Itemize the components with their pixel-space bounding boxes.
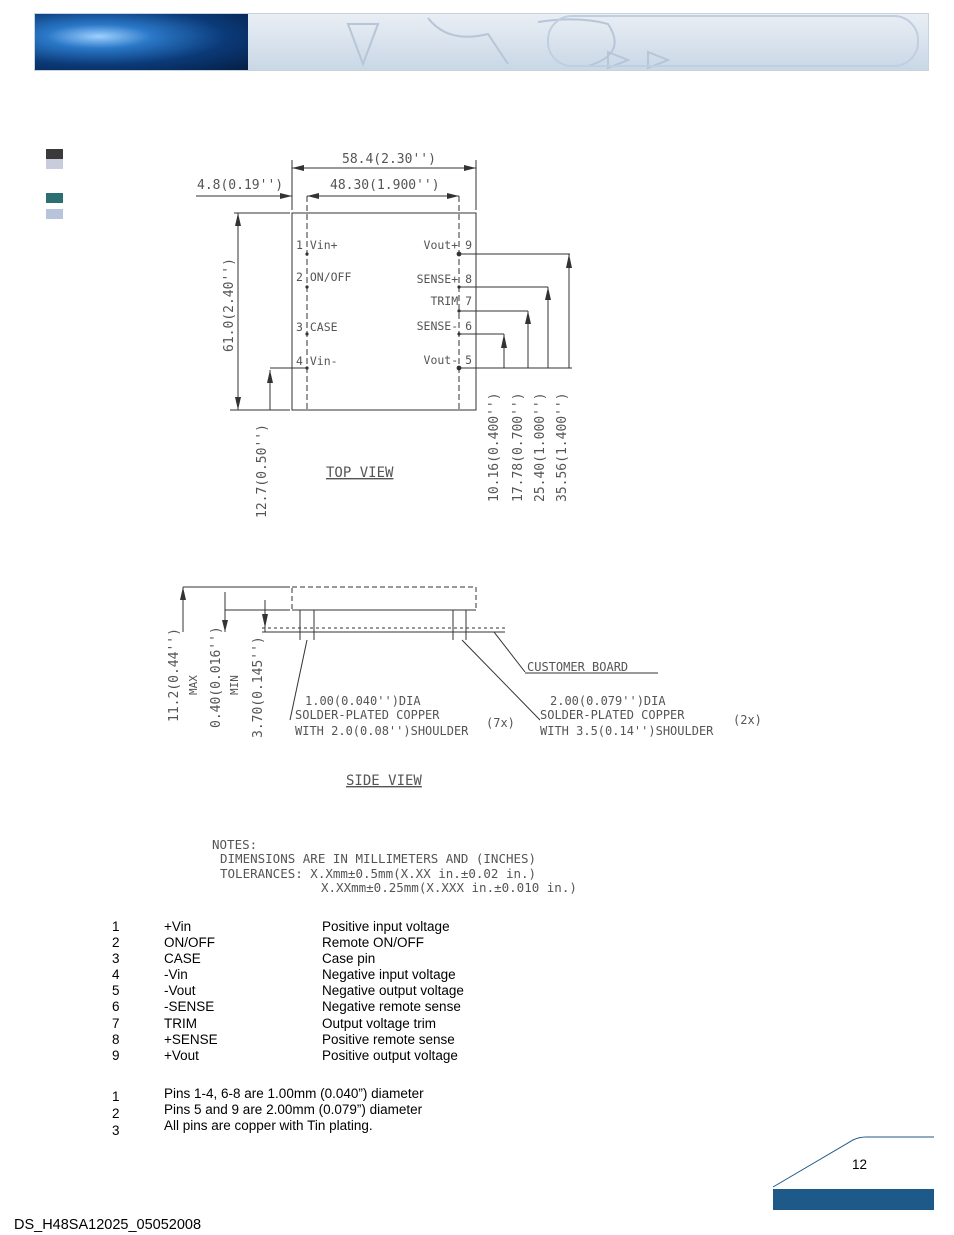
pin-num: 2 (112, 935, 120, 950)
note-num: 1 (112, 1089, 120, 1104)
pin-name: CASE (164, 951, 201, 966)
pin-num: 9 (112, 1048, 120, 1063)
side-h2: 0.40(0.016'') (209, 626, 224, 728)
document-code: DS_H48SA12025_05052008 (14, 1217, 202, 1233)
pin-name: TRIM (164, 1016, 197, 1031)
pin-function: Negative input voltage (322, 967, 456, 982)
pin-num: 5 (112, 983, 120, 998)
side-h2b: MIN (228, 675, 241, 695)
note-num: 2 (112, 1106, 120, 1121)
page-number: 12 (852, 1157, 868, 1172)
pin-function: Positive input voltage (322, 919, 450, 934)
pin-name: -SENSE (164, 999, 215, 1014)
pin-name: +SENSE (164, 1032, 218, 1047)
pin-label-9: Vout+ 9 (423, 238, 472, 252)
dim-height: 61.0(2.40'') (222, 258, 237, 352)
pin-function: Case pin (322, 951, 376, 966)
notes-line-2: TOLERANCES: X.Xmm±0.5mm(X.XX in.±0.02 in.) (220, 866, 537, 881)
dim-top-pins: 48.30(1.900'') (330, 178, 440, 193)
pin-name: -Vout (164, 983, 196, 998)
small-pin-qty: (7x) (486, 716, 515, 730)
pin-function: Negative remote sense (322, 999, 461, 1014)
small-pin-line-1: 1.00(0.040'')DIA (305, 694, 421, 708)
pin-num: 7 (112, 1016, 120, 1031)
pin-num: 4 (112, 967, 120, 982)
pin-label-7: TRIM 7 (430, 294, 472, 308)
side-h1b: MAX (187, 675, 200, 695)
side-h1: 11.2(0.44'') (167, 628, 182, 722)
note-num: 3 (112, 1123, 120, 1138)
pin-function: Output voltage trim (322, 1016, 437, 1031)
pin-label-8: SENSE+ 8 (416, 272, 472, 286)
pin-function: Positive remote sense (322, 1032, 455, 1047)
large-pin-line-1: 2.00(0.079'')DIA (550, 694, 666, 708)
dim-r3: 25.40(1.000'') (533, 392, 548, 502)
dim-r2: 17.78(0.700'') (511, 392, 526, 502)
pin-label-3: 3 CASE (296, 320, 338, 334)
pin-label-5: Vout- 5 (423, 353, 472, 367)
pin-name: ON/OFF (164, 935, 215, 950)
pin-num: 1 (112, 919, 120, 934)
notes-line-3: X.XXmm±0.25mm(X.XXX in.±0.010 in.) (321, 880, 577, 895)
pin-num: 6 (112, 999, 120, 1014)
dim-bottom: 12.7(0.50'') (255, 424, 270, 518)
pin-function: Remote ON/OFF (322, 935, 425, 950)
pin-label-2: 2 ON/OFF (296, 270, 352, 284)
dim-r4: 35.56(1.400'') (555, 392, 570, 502)
note-text: Pins 5 and 9 are 2.00mm (0.079”) diameter (164, 1102, 423, 1117)
small-pin-line-3: WITH 2.0(0.08'')SHOULDER (295, 724, 469, 738)
pin-name: -Vin (164, 967, 188, 982)
dim-top-offset: 4.8(0.19'') (197, 178, 284, 193)
side-h3: 3.70(0.145'') (251, 636, 266, 738)
pin-label-4: 4 Vin- (296, 354, 338, 368)
notes-heading: NOTES: (212, 837, 258, 852)
pin-num: 3 (112, 951, 120, 966)
customer-board-label: CUSTOMER BOARD (527, 660, 629, 674)
pin-name: +Vin (164, 919, 192, 934)
small-pin-line-2: SOLDER-PLATED COPPER (295, 708, 440, 722)
pin-label-1: 1 Vin+ (296, 238, 338, 252)
footer-corner-decoration (771, 1135, 936, 1211)
side-view-label: SIDE VIEW (346, 773, 422, 789)
pin-label-6: SENSE- 6 (416, 319, 472, 333)
large-pin-line-3: WITH 3.5(0.14'')SHOULDER (540, 724, 714, 738)
large-pin-qty: (2x) (733, 713, 762, 727)
dim-top-total: 58.4(2.30'') (342, 152, 436, 167)
large-pin-line-2: SOLDER-PLATED COPPER (540, 708, 685, 722)
dim-r1: 10.16(0.400'') (487, 392, 502, 502)
pin-num: 8 (112, 1032, 120, 1047)
notes-line-1: DIMENSIONS ARE IN MILLIMETERS AND (INCHES) (220, 851, 537, 866)
pin-function: Positive output voltage (322, 1048, 458, 1063)
pin-function: Negative output voltage (322, 983, 464, 998)
pin-name: +Vout (164, 1048, 199, 1063)
note-text: All pins are copper with Tin plating. (164, 1118, 373, 1133)
top-view-label: TOP VIEW (326, 465, 394, 481)
note-text: Pins 1-4, 6-8 are 1.00mm (0.040”) diameter (164, 1086, 424, 1101)
